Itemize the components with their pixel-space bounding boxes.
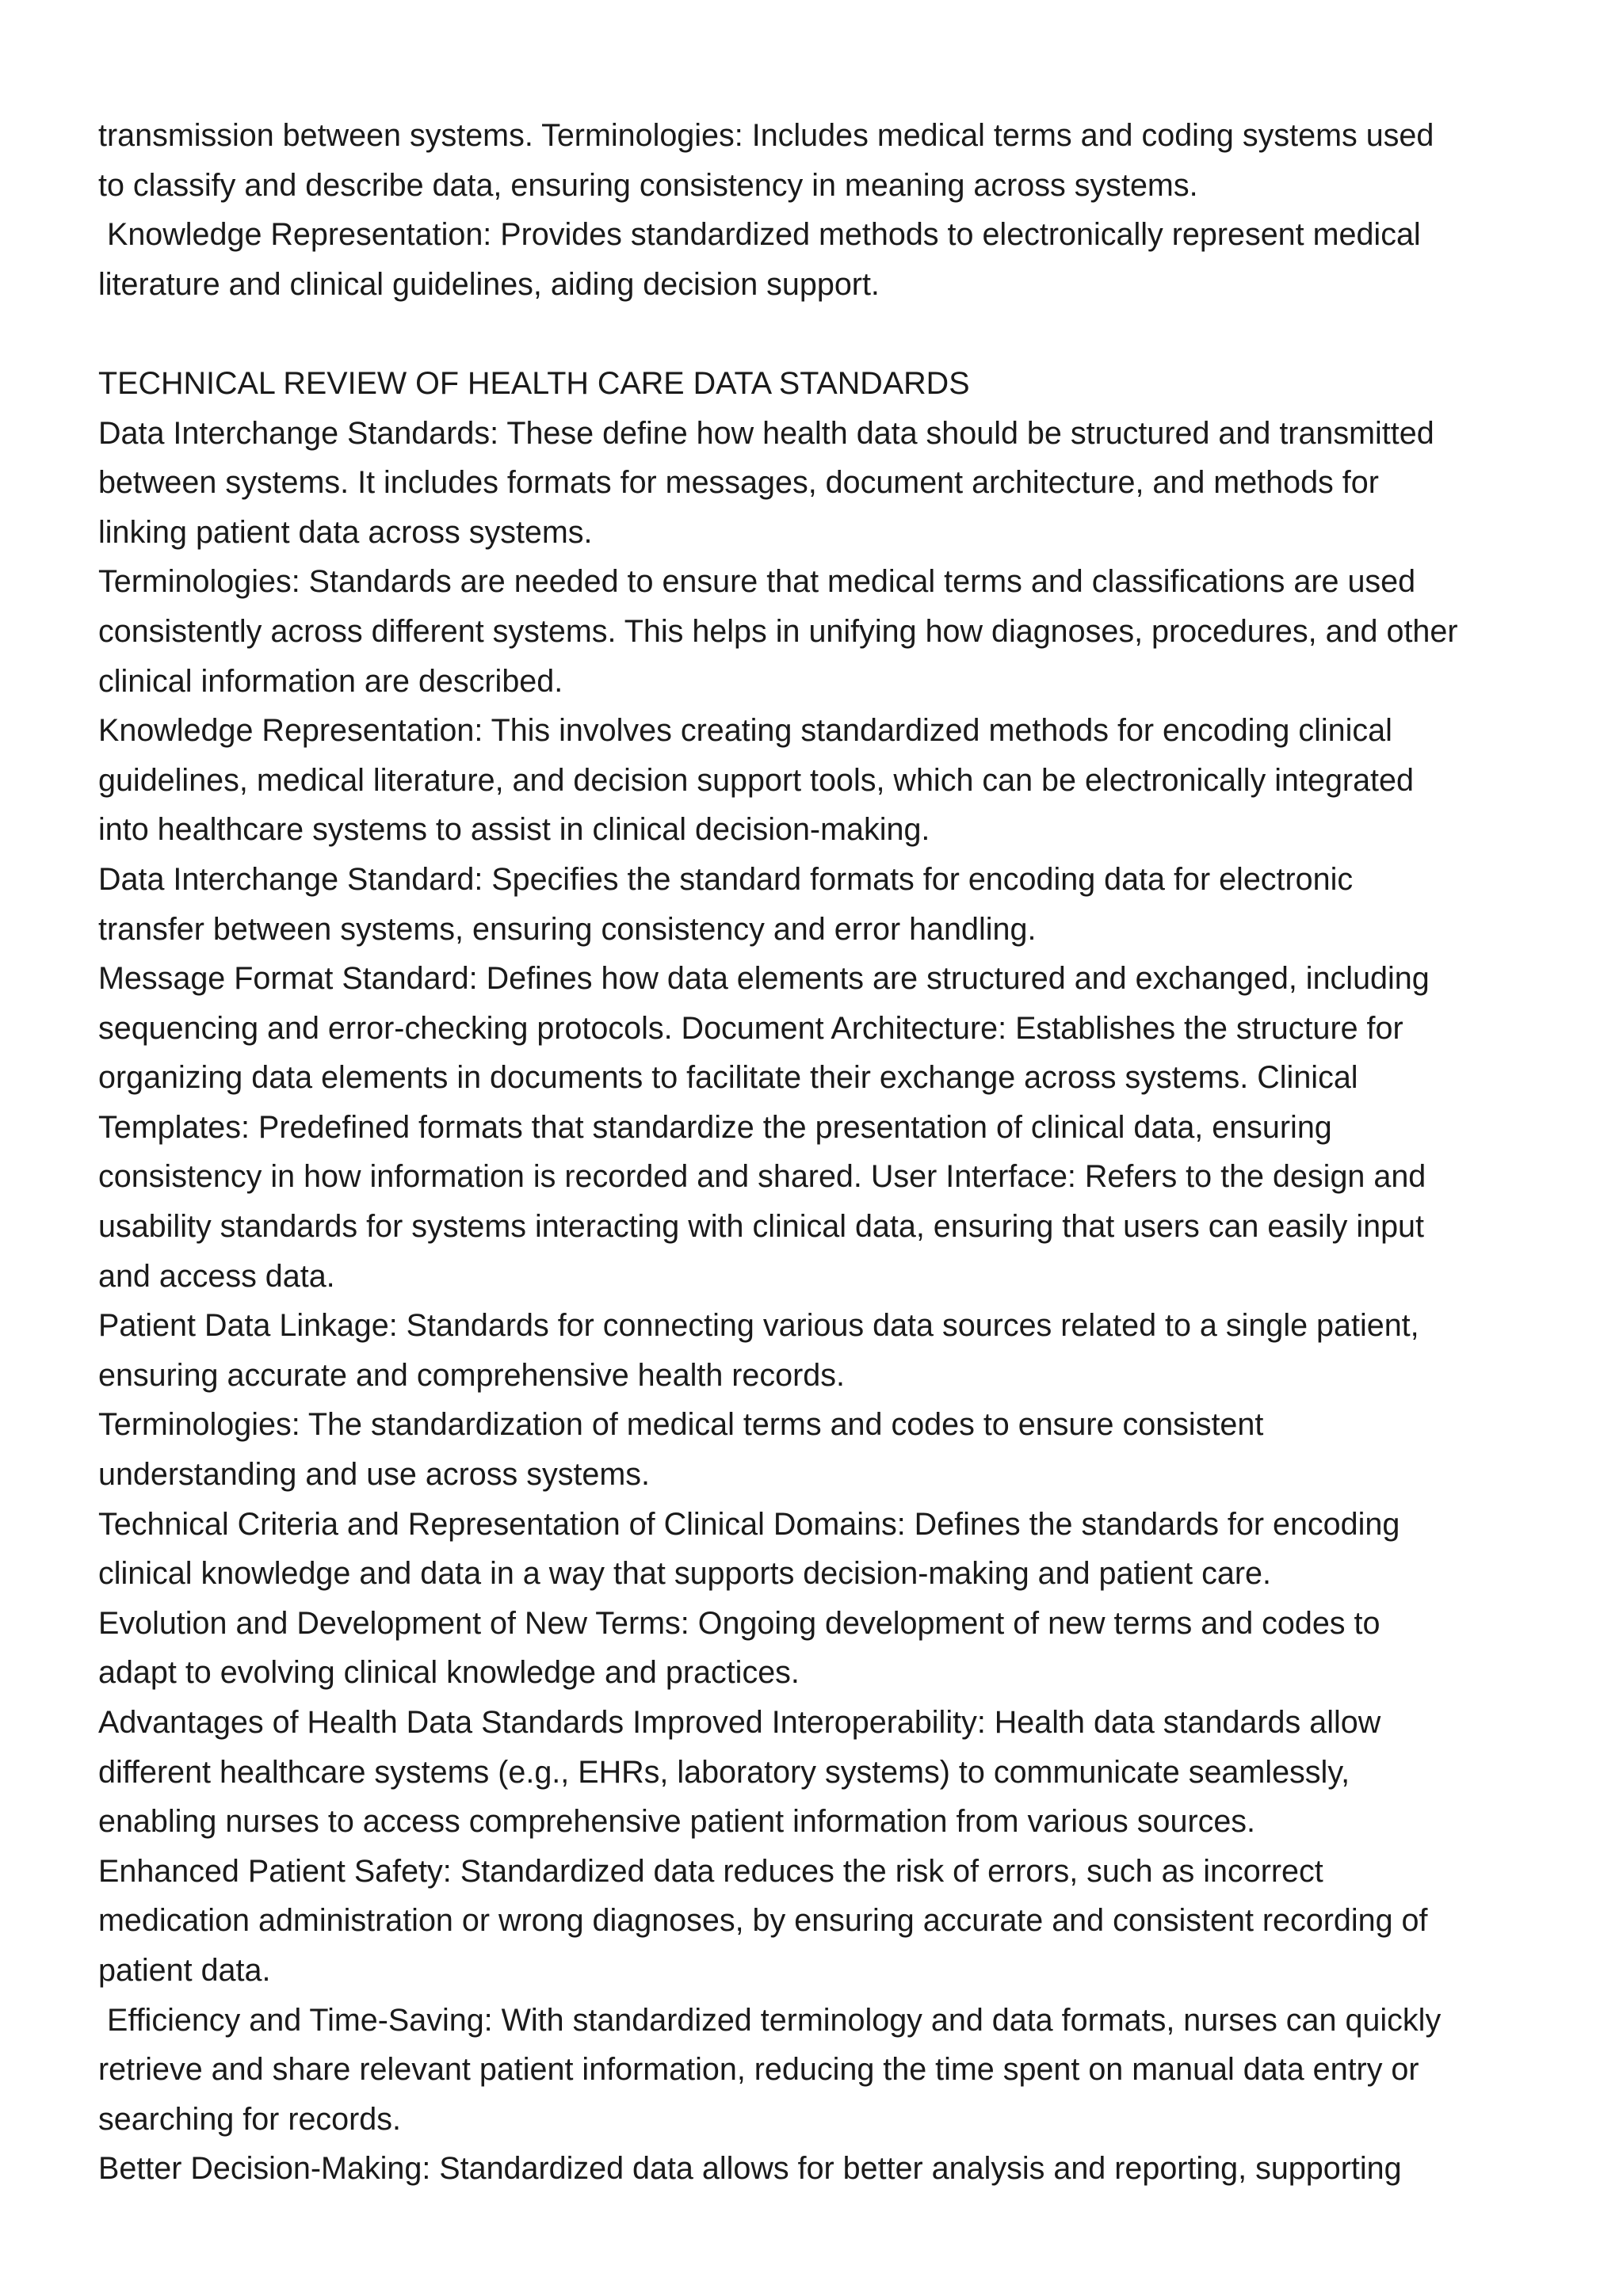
document-page [98,111,1556,2194]
text-line: enabling nurses to access comprehensive patient information from various sources. [98,1804,1256,1840]
text-line: consistency in how information is recorded and shared. User Interface: Refers to the design and [98,1159,1426,1195]
text-line: literature and clinical guidelines, aiding decision support. [98,266,880,302]
text-line: Patient Data Linkage: Standards for connecting various data sources related to a single patient, [98,1308,1419,1344]
text-line: Technical Criteria and Representation of Clinical Domains: Defines the standards for encoding [98,1506,1400,1542]
text-line: Enhanced Patient Safety: Standardized data reduces the risk of errors, such as incorrect [98,1853,1323,1889]
text-line: Terminologies: Standards are needed to ensure that medical terms and classifications are used [98,564,1416,600]
text-line: different healthcare systems (e.g., EHRs, laboratory systems) to communicate seamlessly, [98,1754,1350,1790]
text-line: medication administration or wrong diagnoses, by ensuring accurate and consistent recording of [98,1903,1428,1939]
section-heading: TECHNICAL REVIEW OF HEALTH CARE DATA STANDARDS [98,365,970,401]
text-line: Advantages of Health Data Standards Improved Interoperability: Health data standards allow [98,1705,1381,1740]
text-line: clinical information are described. [98,663,563,699]
text-line: into healthcare systems to assist in clinical decision-making. [98,812,930,848]
text-line: organizing data elements in documents to facilitate their exchange across systems. Clinical [98,1060,1358,1096]
text-line: consistently across different systems. This helps in unifying how diagnoses, procedures, and other [98,613,1458,649]
text-line: Knowledge Representation: Provides standardized methods to electronically represent medical [98,217,1421,253]
text-line: Templates: Predefined formats that standardize the presentation of clinical data, ensuring [98,1109,1332,1145]
text-line: transmission between systems. Terminologies: Includes medical terms and coding systems used [98,118,1434,153]
text-line: patient data. [98,1952,271,1988]
text-line: Better Decision-Making: Standardized data allows for better analysis and reporting, supporting [98,2151,1402,2187]
text-line: retrieve and share relevant patient information, reducing the time spent on manual data entry or [98,2052,1419,2088]
text-line: Efficiency and Time-Saving: With standardized terminology and data formats, nurses can quickly [98,2002,1442,2038]
text-line: to classify and describe data, ensuring consistency in meaning across systems. [98,167,1198,203]
text-line: sequencing and error-checking protocols. Document Architecture: Establishes the structure for [98,1010,1403,1046]
text-line: clinical knowledge and data in a way that supports decision-making and patient care. [98,1556,1271,1592]
text-line: guidelines, medical literature, and decision support tools, which can be electronically integrated [98,762,1414,798]
text-line: Terminologies: The standardization of medical terms and codes to ensure consistent [98,1407,1264,1443]
text-line: usability standards for systems interacting with clinical data, ensuring that users can easily input [98,1209,1424,1245]
text-line: transfer between systems, ensuring consistency and error handling. [98,911,1037,947]
text-line: searching for records. [98,2101,402,2137]
text-line: and access data. [98,1258,335,1294]
text-line: Message Format Standard: Defines how data elements are structured and exchanged, including [98,961,1430,997]
text-line: between systems. It includes formats for messages, document architecture, and methods for [98,465,1379,501]
text-line: Data Interchange Standard: Specifies the standard formats for encoding data for electronic [98,861,1354,897]
text-line: Evolution and Development of New Terms: Ongoing development of new terms and codes to [98,1605,1381,1641]
text-line: ensuring accurate and comprehensive health records. [98,1357,845,1393]
text-line: linking patient data across systems. [98,514,593,550]
text-line: Data Interchange Standards: These define how health data should be structured and transmitted [98,415,1434,451]
text-line: adapt to evolving clinical knowledge and practices. [98,1655,800,1691]
text-line: Knowledge Representation: This involves creating standardized methods for encoding clinical [98,713,1392,749]
blank-line [98,309,1556,359]
text-line: understanding and use across systems. [98,1457,651,1493]
